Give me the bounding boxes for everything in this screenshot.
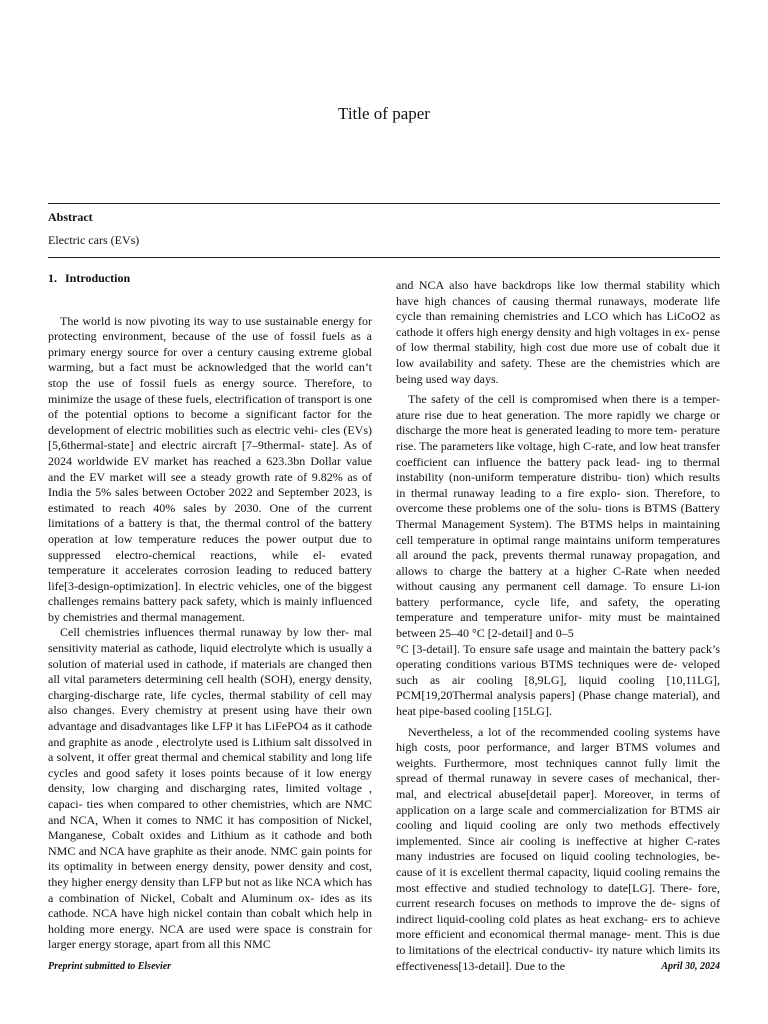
footer-date: April 30, 2024 bbox=[661, 961, 720, 972]
paragraph: Nevertheless, a lot of the recommended cooling systems have high costs, poor performance, and larger BTMS volumes and weights. Furthermore, most techniques cannot fully limit the spread of thermal runaway in severe cases of mechanical, ther- mal, and electrical abuse[detail paper]. Moreover, in terms of application on a large scale and commercialization for BTMS air cooling and liquid cooling are only two methods effectively implemented. Since air cooling is ineffective at higher C-rates many industries are focused on liquid cooling technologies, be- cause of it is excellent thermal capacity, liquid cooling remains the most effective and studied technology to date[LG]. There- fore, current research focuses on methods to improve the de- signs of indirect liquid-cooling cold plates as heat exchang- ers to achieve more efficient and economical thermal manage- ment. This is due to limitations of the electrical conductiv- ity nature which limits its effectiveness[13-detail]. Due to the bbox=[396, 724, 720, 973]
paper-title: Title of paper bbox=[338, 104, 430, 123]
section-heading bbox=[48, 271, 372, 287]
section-title: Introduction bbox=[65, 271, 131, 285]
paragraph: Cell chemistries influences thermal runaway by low ther- mal sensitivity material as cathode, liquid electrolyte which is usually a solution of material used in cathode, if materials are changed then all vital parameters determining cell health (SOH), energy density, charging-discharge rate, life cycles, thermal stability of cell may also changes. Every chemistry at present using have their own advantage and disadvantages like LFP it has LiFePO4 as it cathode and graphite as anode , electrolyte used is Lithium salt dissolved in a solvent, it offer great thermal and chemical stability and long life cycles and good safety it loses points because of it low energy density, low charging and discharging rates, limited voltage , capaci- ties when compared to other chemistries, which are NMC and NCA, When it comes to NMC it has composition of Nickel, Manganese, Cobalt oxides and Lithium as it cathode and both NMC and NCA have graphite as their anode. NMC gain points for its optimality in between energy density, power density and cost, they higher energy density than LFP but not as like NCA which has a combination of Nickel, Cobalt and Aluminum ox- ides as its cathode. NCA have high nickel contain than cobalt which help in holding more energy. NCA are used were space is constrain for larger energy storage, apart from all this NMC bbox=[48, 625, 372, 952]
section-number: 1. bbox=[48, 271, 57, 285]
abstract-text: Electric cars (EVs) bbox=[48, 233, 140, 247]
footer-journal: Preprint submitted to Elsevier bbox=[48, 961, 172, 972]
left-column bbox=[48, 271, 372, 953]
abstract-bottom-rule bbox=[48, 257, 720, 258]
right-column bbox=[396, 278, 720, 974]
paragraph: The world is now pivoting its way to use sustainable energy for protecting environment, because of the use of fossil fuels as a primary energy source for over a century causing extreme global warming, but a fact must be acknowledged that the world can’t stop the use of fossil fuels as energy source. Therefore, to minimize the usage of these fuels, electrification of transport is one of the potential options to become a significant factor for the development of electric mobilities such as electric vehi- cles (EVs) [5,6thermal-state] and electric aircraft [7–9thermal- state]. As of 2024 worldwide EV market has reached a 623.3bn Dollar value and the EV market will see a steady growth rate of 9.82% as of India the 5% sales between October 2022 and September 2023, is estimated to reach 40% sales by 2030. One of the current limitations of a battery is that, the thermal control of the battery operation at low temperature reduces the power output due to suppressed electro-chemical reactions, while el- evated temperature it accelerates corrosion leading to reduced battery life[3-design-optimization]. In electric vehicles, one of the biggest challenges remains battery pack safety, which is mainly influenced by chemistries and thermal management. bbox=[48, 313, 372, 624]
paragraph: The safety of the cell is compromised when there is a temper- ature rise due to heat generation. The more rapidly we charge or discharge the more heat is generated leading to more tem- perature rise. The parameters like voltage, high C-rate, and low heat transfer coefficient can influence the battery pack lead- ing to thermal instability (non-uniform temperature distribu- tion) which results in thermal runaway leading to a fire explo- sion. Therefore, to overcome these problems one of the solu- tions is BTMS (Battery Thermal Management System). The BTMS helps in maintaining cell temperature in optimal range maintains uniform temperatures all around the pack, prevents thermal runaway propagation, and allows to charge the battery at a higher C-Rate when needed without causing any permanent cell damage. To ensure Li-ion battery performance, cycle life, and safety, the operating temperature and temperature unifor- mity must be maintained between 25–40 °C [2-detail] and 0–5 bbox=[396, 392, 720, 641]
paragraph: °C [3-detail]. To ensure safe usage and maintain the battery pack’s operating conditions various BTMS techniques were de- veloped such as air cooling [8,9LG], liquid cooling [10,11LG], PCM[19,20Thermal analysis papers] (Phase change material), and heat pipe-based cooling [15LG]. bbox=[396, 641, 720, 719]
abstract-heading: Abstract bbox=[48, 210, 93, 224]
abstract-top-rule bbox=[48, 203, 720, 204]
paragraph: and NCA also have backdrops like low thermal stability which have high chances of causing thermal runaways, moderate life cycle than remaining chemistries and LCO which has LiCoO2 as cathode it offers high energy density and high voltages in ex- pense of low thermal stability, high cost due more use of cobalt due it low availability and safety. These are the chemistries which are being used way days. bbox=[396, 278, 720, 386]
